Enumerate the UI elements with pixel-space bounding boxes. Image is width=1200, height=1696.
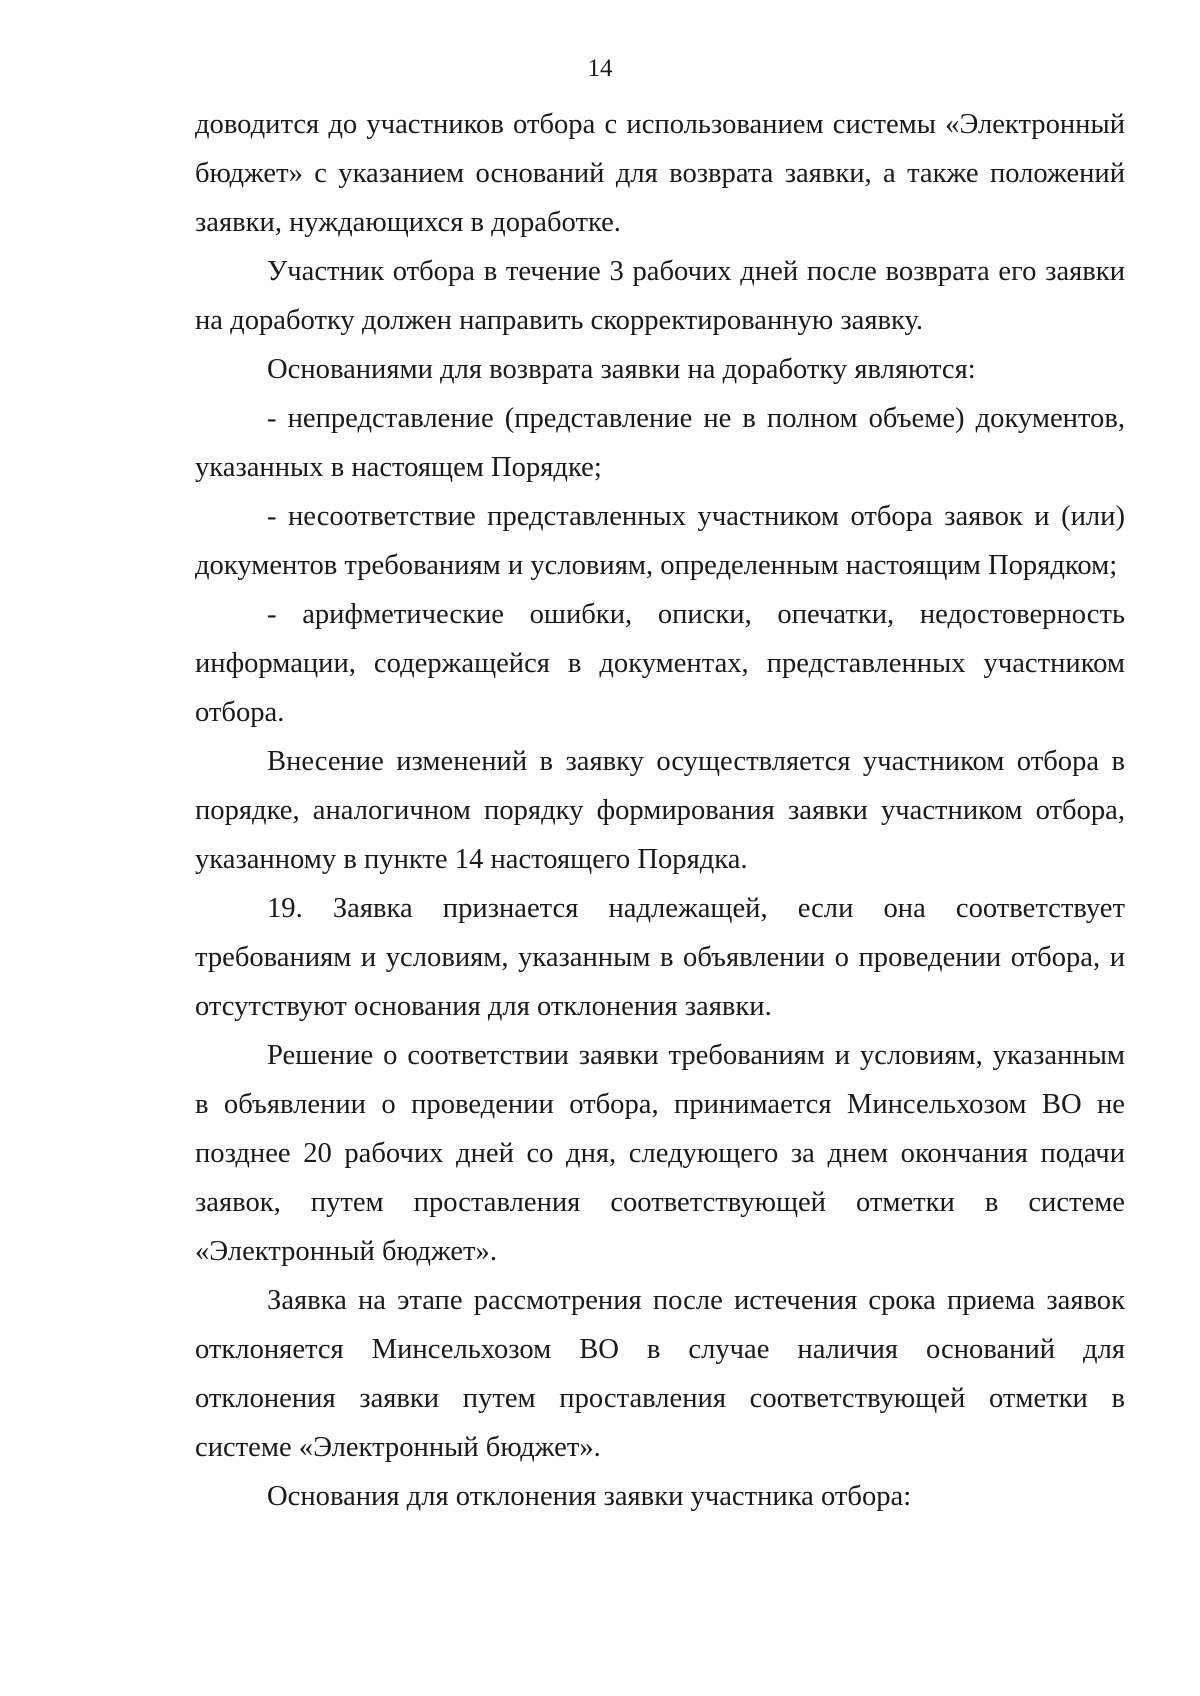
- paragraph-amendments: Внесение изменений в заявку осуществляется участником отбора в порядке, аналогичном порядку формирования заявки участником отбора, указанному в пункте 14 настоящего Порядка.: [195, 746, 1125, 875]
- list-item-errors: - арифметические ошибки, описки, опечатки, недостоверность информации, содержащейся в документах, представленных участником отбора.: [195, 599, 1125, 728]
- paragraph-compliance-decision: Решение о соответствии заявки требованиям и условиям, указанным в объявлении о проведении отбора, принимается Минсельхозом ВО не позднее 20 рабочих дней со дня, следующего за днем окончания подачи заявок, путем проставления соответствующей отметки в системе «Электронный бюджет».: [195, 1040, 1125, 1267]
- list-item-nonsubmission: - непредставление (представление не в полном объеме) документов, указанных в настоящем Порядке;: [195, 403, 1125, 483]
- page-number: 14: [587, 55, 613, 82]
- list-item-noncompliance: - несоответствие представленных участником отбора заявок и (или) документов требованиям и условиям, определенным настоящим Порядком;: [195, 501, 1125, 581]
- paragraph-clause-19: 19. Заявка признается надлежащей, если она соответствует требованиям и условиям, указанным в объявлении о проведении отбора, и отсутствуют основания для отклонения заявки.: [195, 893, 1125, 1022]
- paragraph-return-grounds-intro: Основаниями для возврата заявки на доработку являются:: [267, 354, 976, 385]
- paragraph-revision-deadline: Участник отбора в течение 3 рабочих дней после возврата его заявки на доработку должен направить скорректированную заявку.: [195, 256, 1125, 336]
- paragraph-rejection: Заявка на этапе рассмотрения после истечения срока приема заявок отклоняется Минсельхозом ВО в случае наличия оснований для отклонения заявки путем проставления соответствующей отметки в системе «Электронный бюджет».: [195, 1285, 1125, 1463]
- paragraph-continuation: доводится до участников отбора с использованием системы «Электронный бюджет» с указанием оснований для возврата заявки, а также положений заявки, нуждающихся в доработке.: [195, 109, 1125, 238]
- document-body: [195, 100, 1125, 1521]
- paragraph-rejection-grounds-intro: Основания для отклонения заявки участника отбора:: [267, 1481, 912, 1512]
